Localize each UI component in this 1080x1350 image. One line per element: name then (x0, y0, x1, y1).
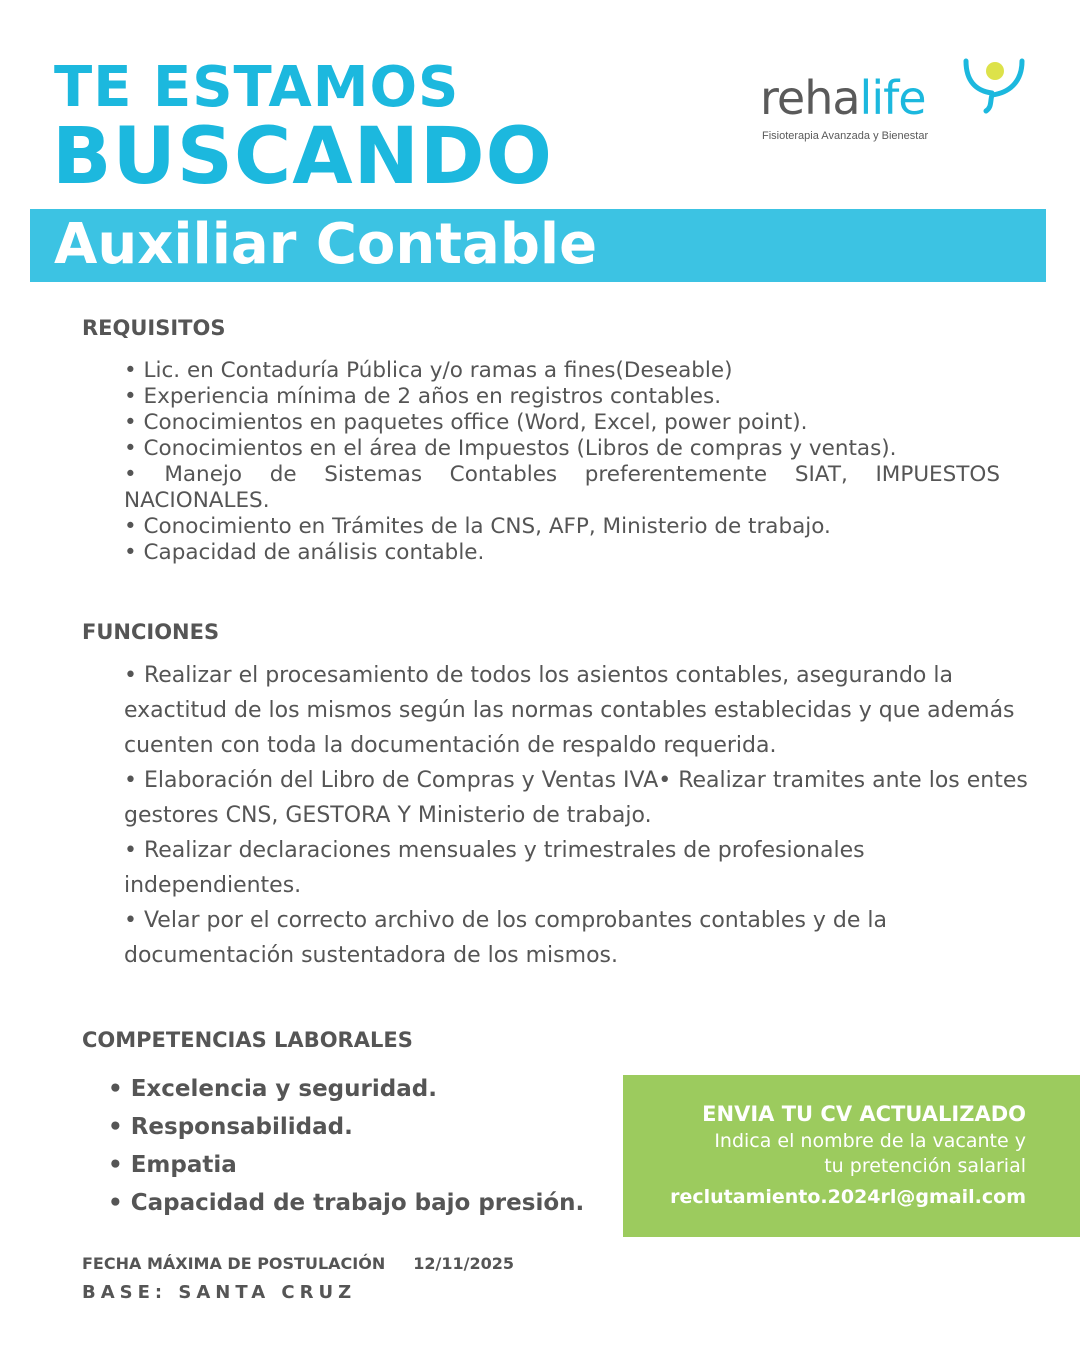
competencias-heading: COMPETENCIAS LABORALES (82, 1028, 413, 1052)
requisitos-heading: REQUISITOS (82, 316, 226, 340)
position-title-band (30, 209, 1046, 282)
headline-buscando: BUSCANDO (52, 112, 553, 202)
person-figure-icon (958, 55, 1028, 115)
deadline-date: 12/11/2025 (413, 1254, 514, 1273)
competencias-list (108, 1070, 584, 1222)
list-item: • Capacidad de trabajo bajo presión. (108, 1190, 585, 1216)
deadline (82, 1254, 514, 1273)
list-item: • Lic. en Contaduría Pública y/o ramas a fines(Deseable) (124, 358, 733, 383)
logo-word-life: life (859, 71, 926, 125)
list-item: • Elaboración del Libro de Compras y Ventas IVA• Realizar tramites ante los entes gestores CNS, GESTORA Y Ministerio de trabajo. (124, 768, 1028, 828)
logo-word-reha: reha (760, 71, 860, 125)
list-item: • Realizar el procesamiento de todos los asientos contables, asegurando la exactitud de los mismos según las normas contables establecidas y que además cuenten con toda la documentación de respaldo requerida. (124, 663, 1015, 758)
rehalife-logo (760, 55, 1030, 150)
list-item: • Empatia (108, 1152, 237, 1178)
list-item: • Realizar declaraciones mensuales y trimestrales de profesionales independientes. (124, 838, 865, 898)
requisitos-list (124, 358, 1000, 566)
cv-call-to-action (623, 1075, 1080, 1237)
funciones-heading: FUNCIONES (82, 620, 220, 644)
list-item: • Conocimientos en el área de Impuestos (Libros de compras y ventas). (124, 436, 897, 461)
cv-instruction-line1: Indica el nombre de la vacante y (714, 1130, 1026, 1152)
cv-instruction-line2: tu pretención salarial (824, 1155, 1026, 1177)
list-item: • Responsabilidad. (108, 1114, 353, 1140)
list-item: • Conocimientos en paquetes office (Word, Excel, power point). (124, 410, 808, 435)
list-item: • Conocimiento en Trámites de la CNS, AFP, Ministerio de trabajo. (124, 514, 831, 539)
cv-email-link[interactable]: reclutamiento.2024rl@gmail.com (670, 1186, 1026, 1208)
base-location: BASE: SANTA CRUZ (82, 1282, 357, 1303)
list-item: • Manejo de Sistemas Contables preferentemente SIAT, IMPUESTOS NACIONALES. (124, 462, 1000, 513)
logo-wordmark (760, 71, 926, 125)
logo-tagline: Fisioterapia Avanzada y Bienestar (762, 130, 929, 142)
deadline-label: FECHA MÁXIMA DE POSTULACIÓN (82, 1254, 386, 1273)
list-item: • Excelencia y seguridad. (108, 1076, 437, 1102)
position-title: Auxiliar Contable (54, 212, 598, 277)
list-item: • Velar por el correcto archivo de los comprobantes contables y de la documentación sustentadora de los mismos. (124, 908, 888, 968)
list-item: • Experiencia mínima de 2 años en registros contables. (124, 384, 722, 409)
list-item: • Capacidad de análisis contable. (124, 540, 485, 565)
headline-te-estamos: TE ESTAMOS (54, 55, 460, 120)
cv-title: ENVIA TU CV ACTUALIZADO (702, 1102, 1026, 1126)
funciones-list (124, 658, 1034, 973)
